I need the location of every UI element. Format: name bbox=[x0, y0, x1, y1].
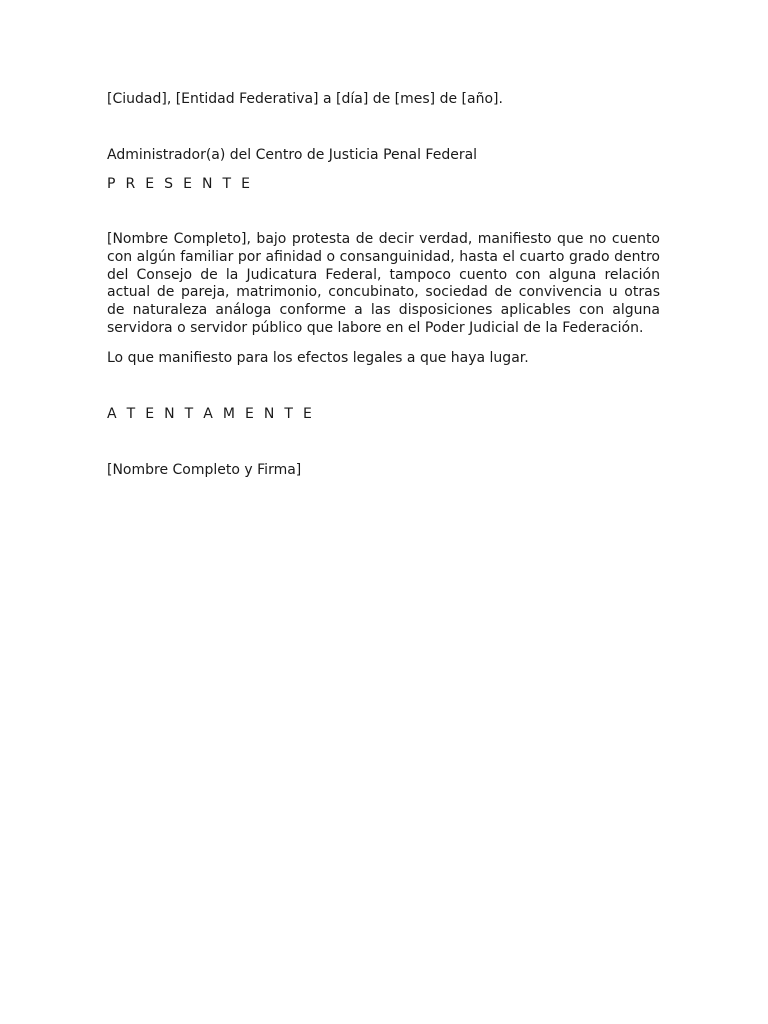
farewell-atentamente: A T E N T A M E N T E bbox=[107, 406, 315, 422]
salutation-presente: P R E S E N T E bbox=[107, 176, 253, 192]
signature-placeholder: [Nombre Completo y Firma] bbox=[107, 462, 302, 478]
declaration-paragraph: [Nombre Completo], bajo protesta de decir verdad, manifiesto que no cuento con algún familiar por afinidad o consanguinidad, hasta el cuarto grado dentro del Consejo de la Judicatura Federal, tampoco cuento con alguna relación actual de pareja, matrimonio, concubinato, sociedad de convivencia u otras de naturaleza análoga conforme a las disposiciones aplicables con alguna servidora o servidor público que labore en el Poder Judicial de la Federación. bbox=[107, 231, 660, 336]
date-line: [Ciudad], [Entidad Federativa] a [día] de [mes] de [año]. bbox=[107, 91, 503, 107]
recipient-line: Administrador(a) del Centro de Justicia Penal Federal bbox=[107, 147, 478, 163]
closing-line: Lo que manifiesto para los efectos legales a que haya lugar. bbox=[107, 350, 529, 366]
